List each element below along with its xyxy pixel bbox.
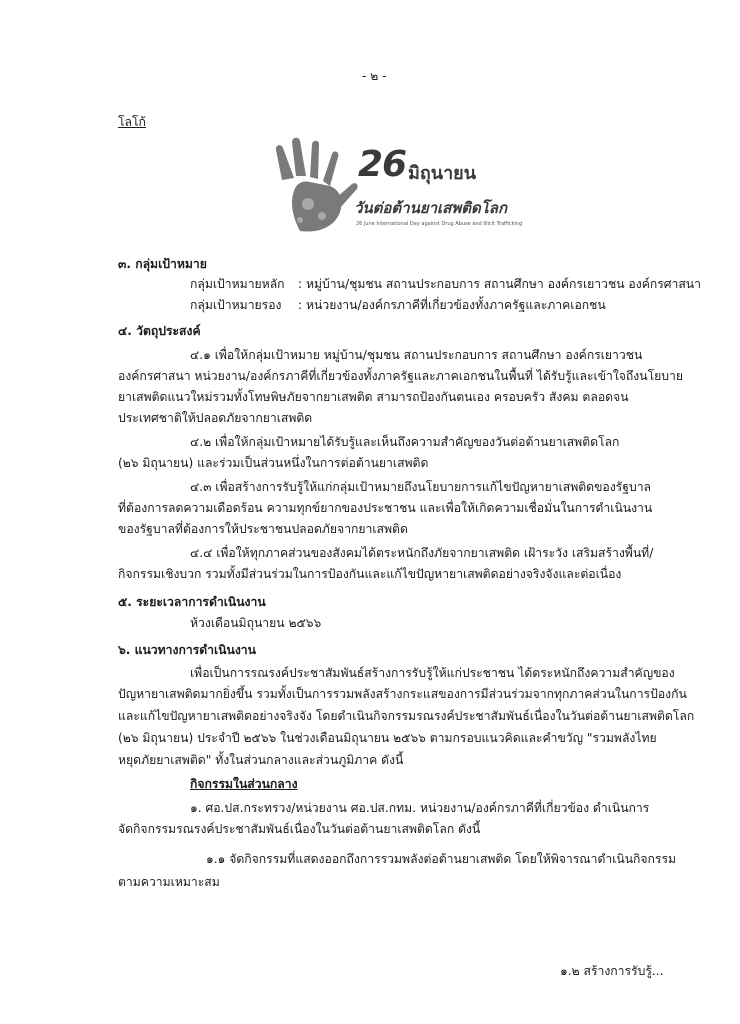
target-secondary-label: กลุ่มเป้าหมายรอง xyxy=(190,298,282,312)
objective-line: ที่ต้องการลดความเดือดร้อน ความทุกข์ยากของประชาชน และเพื่อให้เกิดความเชื่อมั่นในการดำเนินงาน xyxy=(118,501,653,515)
section-3-heading: ๓. กลุ่มเป้าหมาย xyxy=(118,257,207,271)
activity-subitem-line: ๑.๑ จัดกิจกรรมที่แสดงออกถึงการรวมพลังต่อต้านยาเสพติด โดยให้พิจารณาดำเนินกิจกรรม xyxy=(206,852,677,866)
logo-heading: โลโก้ xyxy=(118,115,146,129)
duration-text: ห้วงเดือนมิถุนายน ๒๕๖๖ xyxy=(190,616,322,630)
section-6-heading: ๖. แนวทางการดำเนินงาน xyxy=(118,643,256,657)
objective-line: ๔.๒ เพื่อให้กลุ่มเป้าหมายได้รับรู้และเห็นถึงความสำคัญของวันต่อต้านยาเสพติดโลก xyxy=(190,435,620,449)
hand-print-icon xyxy=(270,136,360,236)
continued-next-page: ๑.๒ สร้างการรับรู้... xyxy=(560,964,664,978)
objective-line: องค์กรศาสนา หน่วยงาน/องค์กรภาคีที่เกี่ยวข้องทั้งภาครัฐและภาคเอกชนในพื้นที่ ได้รับรู้และเข้าใจถึงนโยบาย xyxy=(118,369,683,383)
objective-line: (๒๖ มิถุนายน) และร่วมเป็นส่วนหนึ่งในการต่อต้านยาเสพติด xyxy=(118,456,429,470)
section-5-heading: ๕. ระยะเวลาการดำเนินงาน xyxy=(118,595,266,609)
page-number: - ๒ - xyxy=(362,69,387,83)
approach-line: (๒๖ มิถุนายน) ประจำปี ๒๕๖๖ ในช่วงเดือนมิถุนายน ๒๕๖๖ ตามกรอบแนวคิดและคำขวัญ "รวมพลังไทย xyxy=(118,731,657,745)
activity-item-line: จัดกิจกรรมรณรงค์ประชาสัมพันธ์เนื่องในวันต่อต้านยาเสพติดโลก ดังนี้ xyxy=(118,822,481,836)
objective-line: ของรัฐบาลที่ต้องการให้ประชาชนปลอดภัยจากยาเสพติด xyxy=(118,522,408,536)
objective-line: ๔.๓ เพื่อสร้างการรับรู้ให้แก่กลุ่มเป้าหมายถึงนโยบายการแก้ไขปัญหายาเสพติดของรัฐบาล xyxy=(190,480,652,494)
objective-line: ๔.๑ เพื่อให้กลุ่มเป้าหมาย หมู่บ้าน/ชุมชน สถานประกอบการ สถานศึกษา องค์กรเยาวชน xyxy=(190,348,643,362)
logo-subtitle: วันต่อต้านยาเสพติดโลก xyxy=(354,199,508,217)
section-4-heading: ๔. วัตถุประสงค์ xyxy=(118,324,201,338)
approach-line: และแก้ไขปัญหายาเสพติดอย่างจริงจัง โดยดำเนินกิจกรรมรณรงค์ประชาสัมพันธ์เนื่องในวันต่อต้านยาเสพติดโลก xyxy=(118,709,695,723)
logo-english: 26 June International Day against Drug Abuse and Illicit Trafficking xyxy=(356,221,523,227)
objective-line: ยาเสพติดแนวใหม่รวมทั้งโทษพิษภัยจากยาเสพติด สามารถป้องกันตนเอง ครอบครัว สังคม ตลอดจน xyxy=(118,390,629,404)
target-main-label: กลุ่มเป้าหมายหลัก xyxy=(190,277,285,291)
target-main-value: : หมู่บ้าน/ชุมชน สถานประกอบการ สถานศึกษา องค์กรเยาวชน องค์กรศาสนา xyxy=(298,277,701,291)
central-activities-heading: กิจกรรมในส่วนกลาง xyxy=(190,777,298,791)
approach-line: หยุดภัยยาเสพติด" ทั้งในส่วนกลางและส่วนภูมิภาค ดังนี้ xyxy=(118,753,404,767)
logo-month: มิถุนายน xyxy=(408,163,477,184)
activity-subitem-line: ตามความเหมาะสม xyxy=(118,875,220,889)
logo-number: 26 xyxy=(358,144,407,185)
approach-line: เพื่อเป็นการรณรงค์ประชาสัมพันธ์สร้างการรับรู้ให้แก่ประชาชน ได้ตระหนักถึงความสำคัญของ xyxy=(190,666,675,680)
target-secondary-value: : หน่วยงาน/องค์กรภาคีที่เกี่ยวข้องทั้งภาครัฐและภาคเอกชน xyxy=(298,298,606,312)
approach-line: ปัญหายาเสพติดมากยิ่งขึ้น รวมทั้งเป็นการรวมพลังสร้างกระแสของการมีส่วนร่วมจากทุกภาคส่วนในการป้องกัน xyxy=(118,687,687,701)
objective-line: กิจกรรมเชิงบวก รวมทั้งมีส่วนร่วมในการป้องกันและแก้ไขปัญหายาเสพติดอย่างจริงจังและต่อเนื่อง xyxy=(118,567,622,581)
objective-line: ประเทศชาติให้ปลอดภัยจากยาเสพติด xyxy=(118,411,313,425)
campaign-logo xyxy=(270,136,523,236)
activity-item-line: ๑. ศอ.ปส.กระทรวง/หน่วยงาน ศอ.ปส.กทม. หน่วยงาน/องค์กรภาคีที่เกี่ยวข้อง ดำเนินการ xyxy=(190,801,650,815)
objective-line: ๔.๔ เพื่อให้ทุกภาคส่วนของสังคมได้ตระหนักถึงภัยจากยาเสพติด เฝ้าระวัง เสริมสร้างพื้นที่/ xyxy=(190,546,654,560)
